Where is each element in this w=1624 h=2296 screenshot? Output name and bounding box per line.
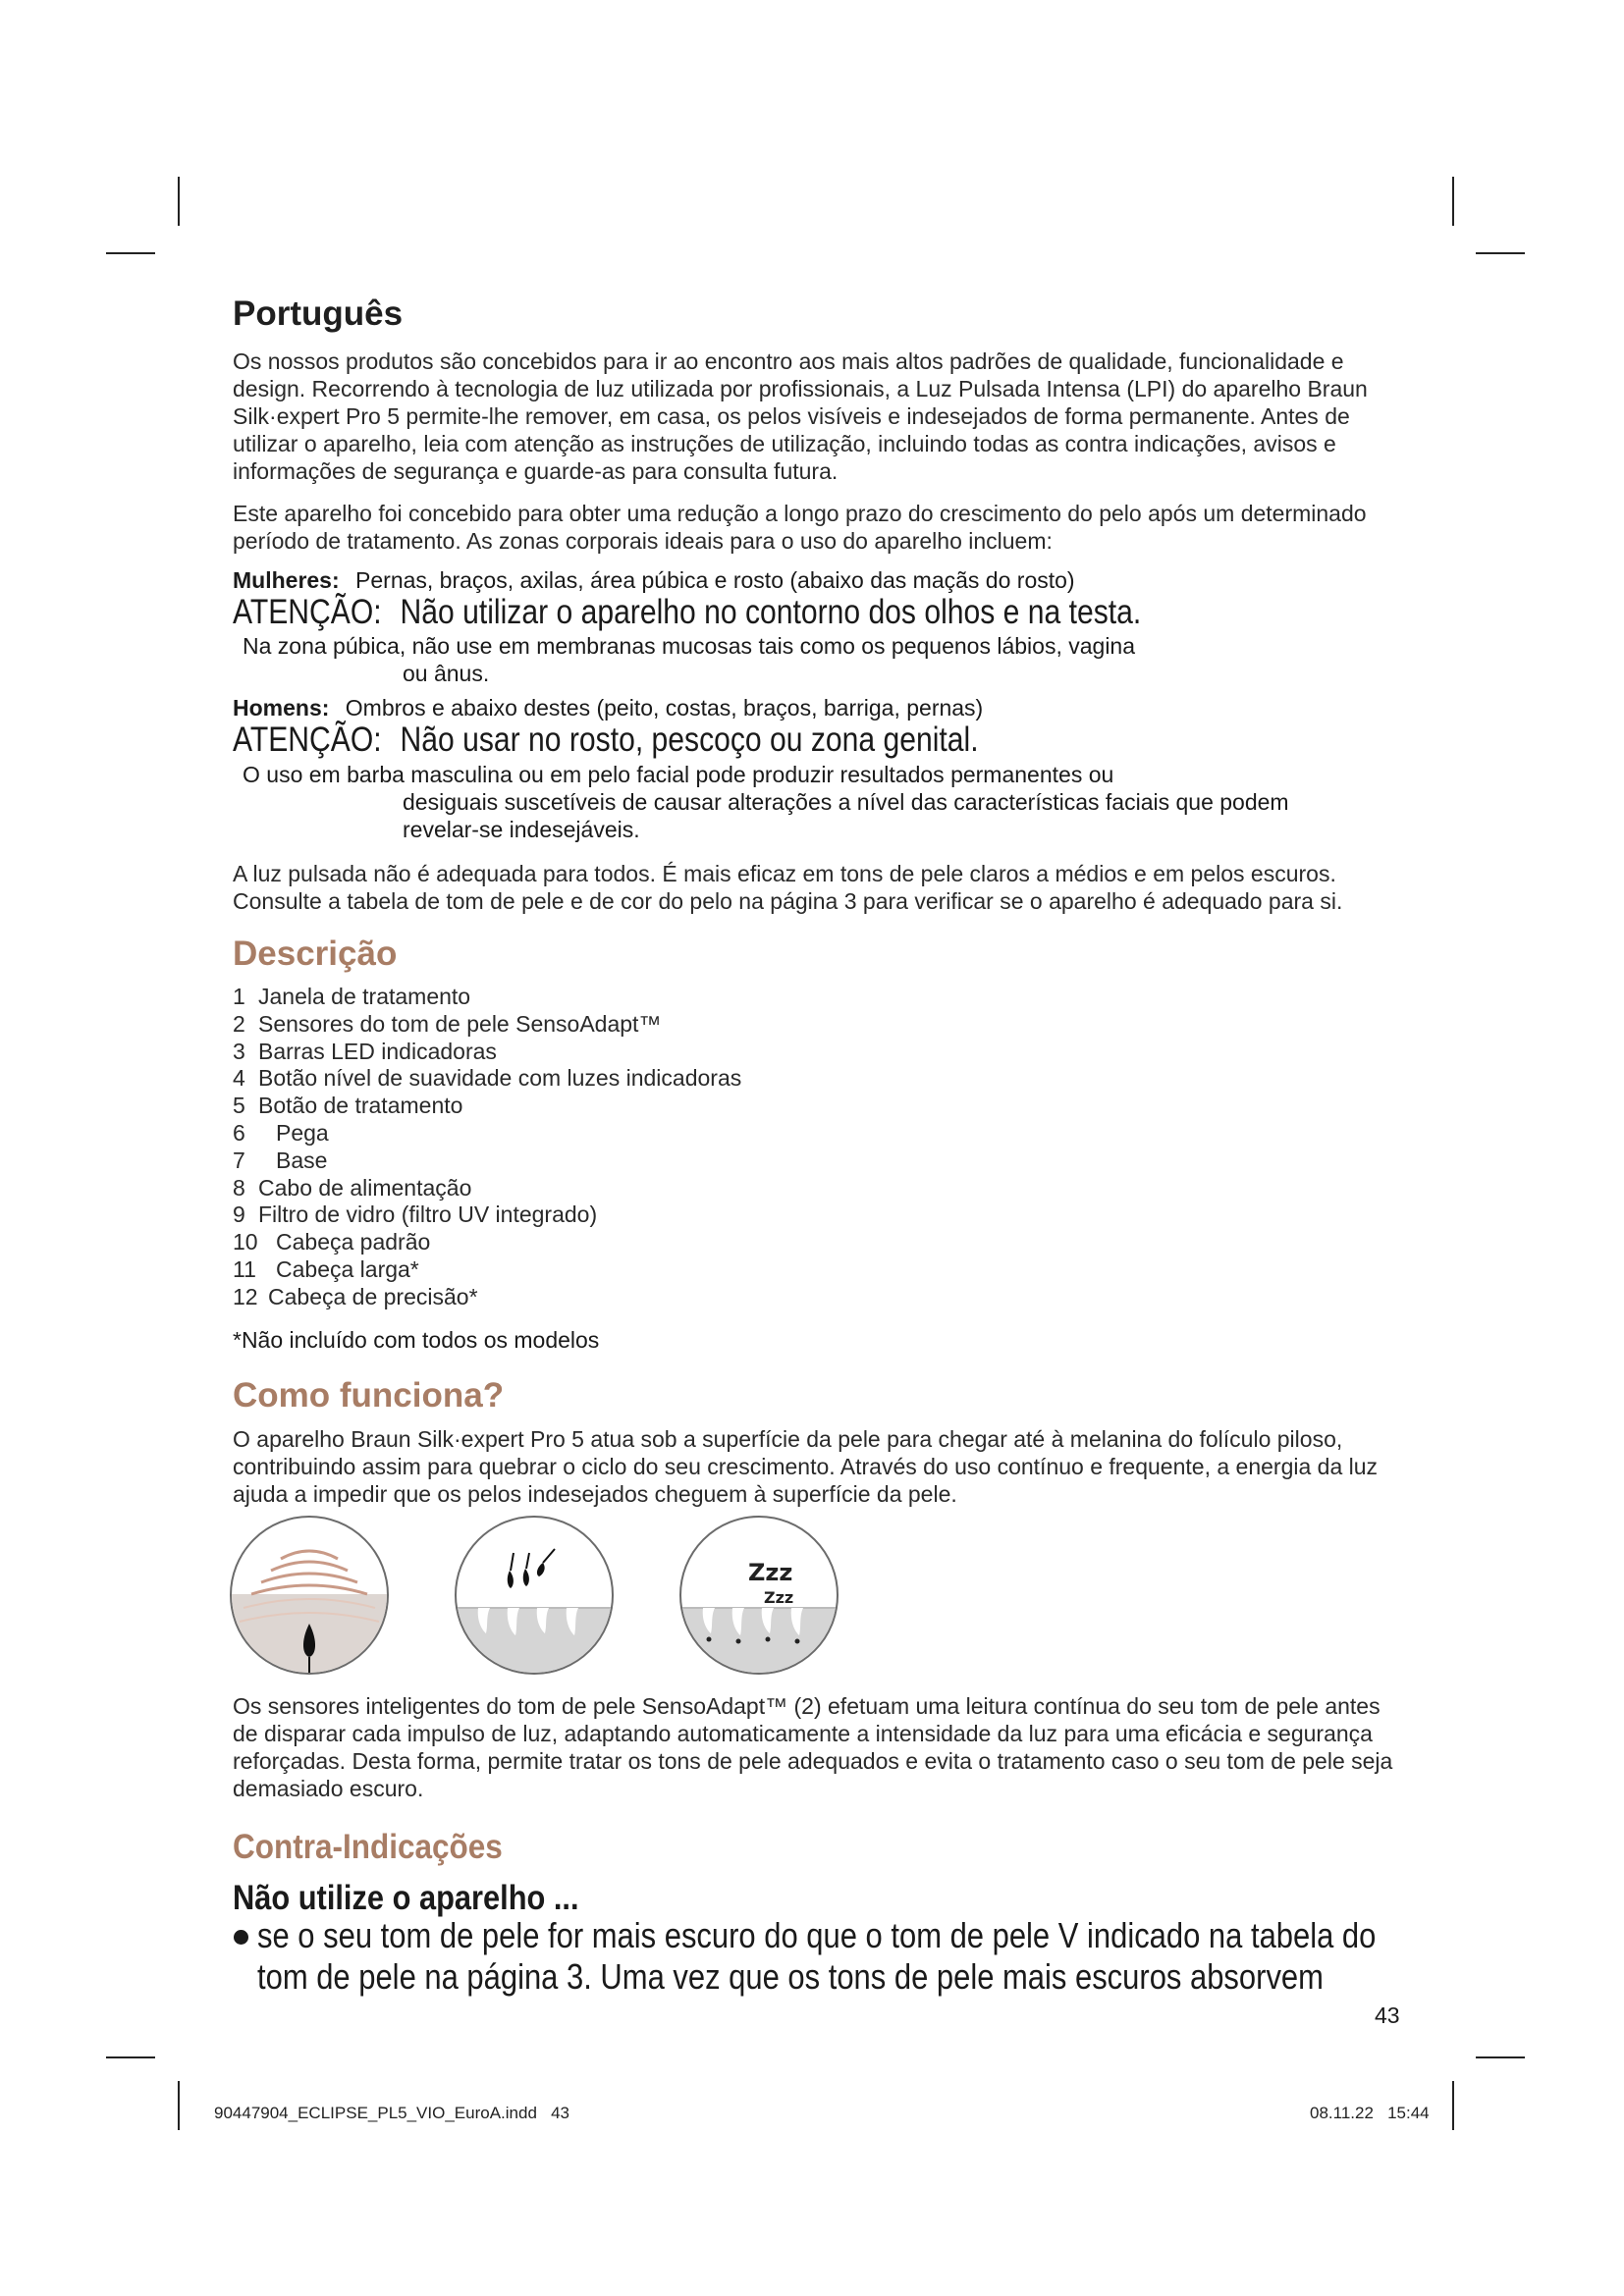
women-warning-label: ATENÇÃO: [233,593,382,631]
intro-paragraph-2: Este aparelho foi concebido para obter uma redução a longo prazo do crescimento do pelo após um determinado período de tratamento. As zonas corporais ideais para o uso do aparelho incluem: [233,501,1367,554]
illustration-hair-growth [455,1516,614,1675]
contraindications-subheading: Não utilize o aparelho ... [233,1879,579,1917]
contraindications-heading: Contra-Indicações [233,1828,503,1866]
women-line [233,566,1075,594]
men-text: Ombros e abaixo destes (peito, costas, braços, barriga, pernas) [345,695,984,721]
women-warning [233,593,1141,632]
men-note-line-1: O uso em barba masculina ou em pelo facial pode produzir resultados permanentes ou [243,762,1114,787]
list-item: 3 Barras LED indicadoras [233,1038,497,1064]
zzz-big-label: Zzz [748,1559,793,1586]
crop-mark-bottom-right-h [1476,2056,1525,2058]
women-note-line-2: ou ânus. [403,661,490,686]
language-heading: Português [233,294,404,333]
men-warning-label: ATENÇÃO: [233,721,382,759]
list-item: 10 Cabeça padrão [233,1229,431,1255]
list-item: 12 Cabeça de precisão* [233,1283,478,1309]
description-footnote: *Não incluído com todos os modelos [233,1327,600,1353]
contraindication-bullet-line-1: se o seu tom de pele for mais escuro do que o tom de pele V indicado na tabela do [257,1915,1377,1955]
list-item: 2 Sensores do tom de pele SensoAdapt™ [233,1010,662,1037]
men-warning [233,721,979,760]
crop-mark-top-left-v [178,177,180,226]
crop-mark-bottom-left-v [178,2081,180,2130]
suitability-paragraph: A luz pulsada não é adequada para todos. É mais eficaz em tons de pele claros a médios e em pelos escuros. Consulte a tabela de tom de pele e de cor do pelo na página 3 para verificar se o aparelho é adequado para si. [233,861,1343,914]
bullet-icon [234,1930,248,1945]
list-item: 4 Botão nível de suavidade com luzes indicadoras [233,1065,742,1092]
footer-file-name: 90447904_ECLIPSE_PL5_VIO_EuroA.indd 43 [214,2104,569,2122]
list-item: 9 Filtro de vidro (filtro UV integrado) [233,1201,598,1228]
description-heading: Descrição [233,934,398,973]
crop-mark-top-right-v [1452,177,1454,226]
illustration-light-pulse [230,1516,389,1675]
zzz-small-label: Zzz [764,1588,794,1607]
list-item: 11 Cabeça larga* [233,1255,419,1282]
crop-mark-top-left-h [106,252,155,254]
intro-paragraph-1: Os nossos produtos são concebidos para ir ao encontro aos mais altos padrões de qualidade, funcionalidade e design. Recorrendo à tecnologia de luz utilizada por profissionais, a Luz Pulsada Intensa (LPI) do aparelho Braun Silk·expert Pro 5 permite-lhe remover, em casa, os pelos visíveis e indesejados de forma permanente. Antes de utilizar o aparelho, leia com atenção as instruções de utilização, incluindo todas as contra indicações, avisos e informações de segurança e guarde-as para consulta futura. [233,348,1368,484]
men-warning-text: Não usar no rosto, pescoço ou zona genital. [400,721,979,759]
women-note-line-1: Na zona púbica, não use em membranas mucosas tais como os pequenos lábios, vagina [243,633,1136,659]
crop-mark-bottom-right-v [1452,2081,1454,2130]
men-label: Homens: [233,695,330,721]
women-label: Mulheres: [233,567,340,593]
list-item: 7 Base [233,1147,328,1173]
list-item: 8 Cabo de alimentação [233,1174,472,1201]
footer-date-time: 08.11.22 15:44 [1310,2104,1430,2122]
sensors-paragraph: Os sensores inteligentes do tom de pele SensoAdapt™ (2) efetuam uma leitura contínua do seu tom de pele antes de disparar cada impulso de luz, adaptando automaticamente a intensidade da luz para uma eficácia e segurança reforçadas. Desta forma, permite tratar os tons de pele adequados e evita o tratamento caso o seu tom de pele seja demasiado escuro. [233,1693,1393,1801]
women-text: Pernas, braços, axilas, área púbica e rosto (abaixo das maçãs do rosto) [355,567,1075,593]
men-note-line-3: revelar-se indesejáveis. [403,817,640,842]
illustration-dormant-follicle [679,1516,839,1675]
how-it-works-paragraph: O aparelho Braun Silk·expert Pro 5 atua sob a superfície da pele para chegar até à melanina do folículo piloso, contribuindo assim para quebrar o ciclo do seu crescimento. Através do uso contínuo e frequente, a energia da luz ajuda a impedir que os pelos indesejados cheguem à superfície da pele. [233,1426,1379,1507]
list-item: 1 Janela de tratamento [233,984,471,1009]
men-line [233,694,983,721]
crop-mark-bottom-left-h [106,2056,155,2058]
crop-mark-top-right-h [1476,252,1525,254]
page-number: 43 [1375,2002,1400,2028]
men-note-line-2: desiguais suscetíveis de causar alterações a nível das características faciais que podem [403,789,1289,815]
list-item: 5 Botão de tratamento [233,1093,463,1119]
how-it-works-heading: Como funciona? [233,1376,505,1415]
women-warning-text: Não utilizar o aparelho no contorno dos olhos e na testa. [400,593,1142,631]
list-item: 6 Pega [233,1119,329,1146]
contraindication-bullet-line-2: tom de pele na página 3. Uma vez que os tons de pele mais escuros absorvem [257,1956,1324,1997]
description-list [233,984,741,1311]
